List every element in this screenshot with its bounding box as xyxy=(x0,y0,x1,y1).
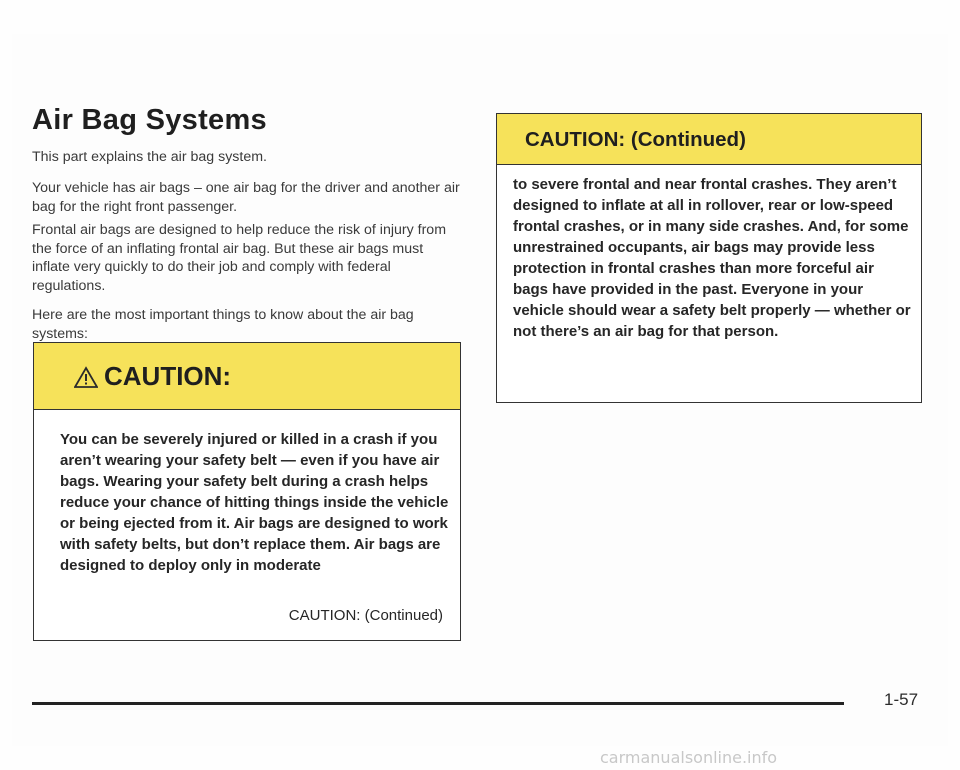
paragraph-intro: This part explains the air bag system. xyxy=(32,149,267,165)
caution-continued-title: CAUTION: (Continued) xyxy=(525,128,746,151)
caution-continued-text: to severe frontal and near frontal crashes. They aren’t designed to inflate at all in rollover, rear or low-speed frontal crashes, or in many side crashes. And, for some unrestrained occupants, air bags may provide less protection in frontal crashes than more forceful air bags have provided in the past. Everyone in your vehicle should wear a safety belt properly — whether or not there’s an air bag for that person. xyxy=(513,176,911,340)
paragraph-airbags: Your vehicle has air bags – one air bag for the driver and another air bag for the right front passenger. xyxy=(32,180,460,215)
caution-box-right xyxy=(496,113,922,403)
caution-title: CAUTION: xyxy=(104,361,232,391)
warning-triangle-icon xyxy=(74,366,98,388)
caution-continued-note: CAUTION: (Continued) xyxy=(288,607,443,624)
footer-rule xyxy=(32,702,844,705)
caution-header-bar-continued xyxy=(497,114,921,165)
paragraph-important: Here are the most important things to know about the air bag systems: xyxy=(32,307,414,342)
caution-header-bar xyxy=(34,343,460,410)
page-title: Air Bag Systems xyxy=(32,104,267,136)
paragraph-frontal: Frontal air bags are designed to help reduce the risk of injury from the force of an inflating frontal air bag. But these air bags must inflate very quickly to do their job and comply with federal regulations. xyxy=(32,222,447,294)
caution-heading xyxy=(74,361,231,392)
caution-box-left xyxy=(33,342,461,641)
page-number: 1-57 xyxy=(884,690,919,709)
watermark: carmanualsonline.info xyxy=(600,748,778,767)
caution-body-text: You can be severely injured or killed in a crash if you aren’t wearing your safety belt — even if you have air bags. Wearing your safety belt during a crash helps reduce your chance of hitting things inside the vehicle or being ejected from it. Air bags are designed to work with safety belts, but don’t replace them. Air bags are designed to deploy only in moderate xyxy=(60,431,449,574)
